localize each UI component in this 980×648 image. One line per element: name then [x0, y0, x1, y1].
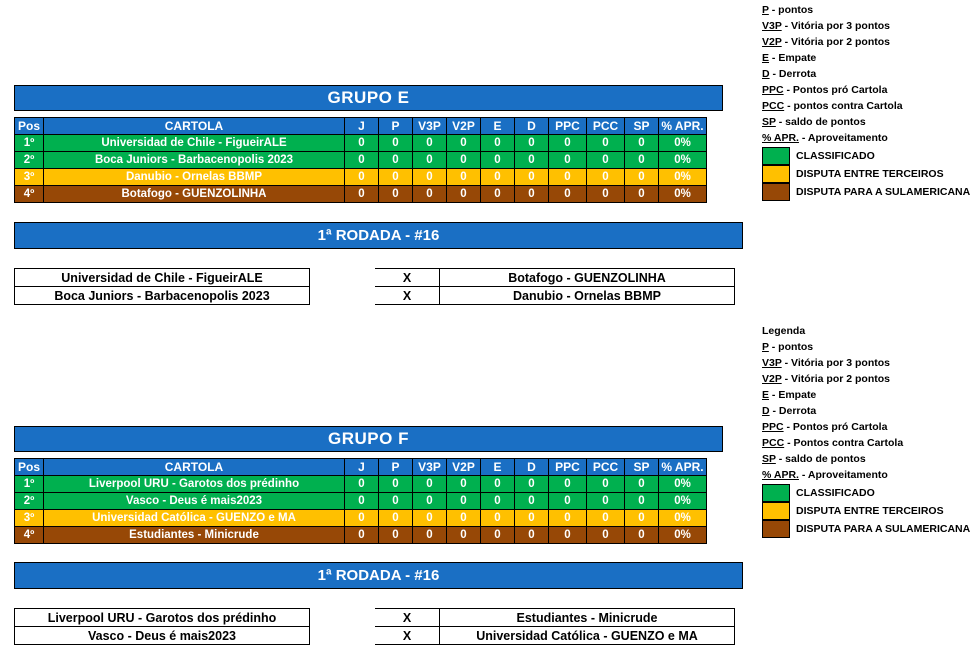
legend-text: - Pontos pró Cartola [783, 84, 888, 96]
cell-pcc: 0 [587, 510, 625, 527]
legend-text: - Empate [769, 52, 817, 64]
cell-cartola: Estudiantes - Minicrude [44, 527, 345, 544]
header-apr: % APR. [659, 118, 707, 135]
match-score: X [375, 287, 440, 305]
table-row [15, 476, 707, 493]
cell-sp: 0 [625, 135, 659, 152]
cell-sp: 0 [625, 476, 659, 493]
legend-key: D [762, 68, 770, 80]
table-header-row [15, 118, 707, 135]
header-p: P [379, 459, 413, 476]
legend-line [762, 2, 977, 18]
cell-pcc: 0 [587, 186, 625, 203]
legend-text: - Aproveitamento [798, 469, 888, 481]
match-row [15, 287, 735, 305]
header-v2p: V2P [447, 118, 481, 135]
match-home: Universidad de Chile - FigueirALE [15, 269, 310, 287]
cell-apr: 0% [659, 476, 707, 493]
cell-v3p: 0 [413, 169, 447, 186]
legend-key: P [762, 4, 769, 16]
header-cartola: CARTOLA [44, 459, 345, 476]
cell-ppc: 0 [549, 169, 587, 186]
legend-line [762, 435, 977, 451]
cell-v2p: 0 [447, 527, 481, 544]
cell-v2p: 0 [447, 169, 481, 186]
cell-pos: 1º [15, 476, 44, 493]
cell-sp: 0 [625, 510, 659, 527]
legend-line [762, 50, 977, 66]
legend-key: V3P [762, 357, 782, 369]
cell-v3p: 0 [413, 135, 447, 152]
cell-v3p: 0 [413, 493, 447, 510]
legend-bottom [762, 323, 977, 537]
cell-j: 0 [345, 169, 379, 186]
cell-v3p: 0 [413, 510, 447, 527]
cell-e: 0 [481, 527, 515, 544]
legend-line [762, 98, 977, 114]
color-swatch-brown [762, 520, 790, 538]
cell-v3p: 0 [413, 476, 447, 493]
cell-v3p: 0 [413, 152, 447, 169]
cell-p: 0 [379, 527, 413, 544]
cell-j: 0 [345, 152, 379, 169]
group-title-e: GRUPO E [14, 85, 723, 111]
cell-apr: 0% [659, 135, 707, 152]
legend-key: PPC [762, 84, 784, 96]
cell-pcc: 0 [587, 527, 625, 544]
legend-key: % APR. [762, 469, 799, 481]
rodada-bar-f: 1ª RODADA - #16 [14, 562, 743, 589]
cell-pcc: 0 [587, 152, 625, 169]
legend-text: - Vitória por 3 pontos [781, 357, 890, 369]
cell-j: 0 [345, 476, 379, 493]
legend-key: PPC [762, 421, 784, 433]
header-j: J [345, 118, 379, 135]
header-e: E [481, 459, 515, 476]
table-row [15, 527, 707, 544]
legend-swatch-terceiros [762, 165, 977, 182]
legend-text: - saldo de pontos [775, 453, 866, 465]
cell-ppc: 0 [549, 493, 587, 510]
legend-text: - Aproveitamento [798, 132, 888, 144]
cell-d: 0 [515, 493, 549, 510]
cell-cartola: Boca Juniors - Barbacenopolis 2023 [44, 152, 345, 169]
cell-cartola: Danubio - Ornelas BBMP [44, 169, 345, 186]
legend-swatch-classificado [762, 484, 977, 501]
header-cartola: CARTOLA [44, 118, 345, 135]
cell-p: 0 [379, 152, 413, 169]
table-row [15, 510, 707, 527]
cell-p: 0 [379, 476, 413, 493]
legend-text: - Derrota [769, 68, 817, 80]
legend-line [762, 18, 977, 34]
cell-ppc: 0 [549, 152, 587, 169]
cell-d: 0 [515, 510, 549, 527]
cell-apr: 0% [659, 510, 707, 527]
legend-text: - Empate [769, 389, 817, 401]
cell-ppc: 0 [549, 135, 587, 152]
match-home: Boca Juniors - Barbacenopolis 2023 [15, 287, 310, 305]
cell-v2p: 0 [447, 135, 481, 152]
legend-line [762, 371, 977, 387]
legend-swatch-label: DISPUTA PARA A SULAMERICANA [796, 185, 971, 198]
standings-table-f [14, 458, 707, 544]
cell-e: 0 [481, 135, 515, 152]
header-d: D [515, 459, 549, 476]
cell-pcc: 0 [587, 169, 625, 186]
table-row [15, 186, 707, 203]
cell-v2p: 0 [447, 476, 481, 493]
header-sp: SP [625, 459, 659, 476]
cell-ppc: 0 [549, 510, 587, 527]
cell-v2p: 0 [447, 493, 481, 510]
header-v3p: V3P [413, 118, 447, 135]
legend-heading: Legenda [762, 325, 806, 337]
cell-e: 0 [481, 169, 515, 186]
cell-ppc: 0 [549, 476, 587, 493]
cell-e: 0 [481, 493, 515, 510]
legend-text: - pontos contra Cartola [784, 100, 903, 112]
matches-table-f [14, 608, 735, 645]
legend-line [762, 82, 977, 98]
legend-key: E [762, 52, 770, 64]
header-pos: Pos [15, 118, 44, 135]
legend-swatch-label: DISPUTA PARA A SULAMERICANA [796, 522, 971, 535]
table-row [15, 493, 707, 510]
cell-apr: 0% [659, 527, 707, 544]
match-spacer [310, 287, 375, 305]
cell-cartola: Botafogo - GUENZOLINHA [44, 186, 345, 203]
cell-apr: 0% [659, 152, 707, 169]
legend-key: % APR. [762, 132, 799, 144]
header-apr: % APR. [659, 459, 707, 476]
match-spacer [310, 269, 375, 287]
legend-text: - pontos [768, 341, 814, 353]
cell-pos: 1º [15, 135, 44, 152]
table-header-row [15, 459, 707, 476]
cell-v2p: 0 [447, 510, 481, 527]
cell-pos: 2º [15, 493, 44, 510]
header-v3p: V3P [413, 459, 447, 476]
legend-line [762, 66, 977, 82]
cell-cartola: Liverpool URU - Garotos dos prédinho [44, 476, 345, 493]
match-away: Danubio - Ornelas BBMP [440, 287, 735, 305]
legend-swatch-classificado [762, 147, 977, 164]
cell-e: 0 [481, 186, 515, 203]
header-pcc: PCC [587, 459, 625, 476]
cell-apr: 0% [659, 493, 707, 510]
cell-sp: 0 [625, 169, 659, 186]
cell-sp: 0 [625, 186, 659, 203]
cell-apr: 0% [659, 169, 707, 186]
cell-d: 0 [515, 169, 549, 186]
match-row [15, 609, 735, 627]
table-row [15, 152, 707, 169]
cell-sp: 0 [625, 493, 659, 510]
legend-line [762, 451, 977, 467]
legend-key: PCC [762, 437, 785, 449]
legend-swatch-sulamericana [762, 183, 977, 200]
legend-top [762, 2, 977, 200]
legend-text: - Vitória por 2 pontos [781, 373, 890, 385]
legend-line [762, 467, 977, 483]
legend-line [762, 34, 977, 50]
cell-sp: 0 [625, 152, 659, 169]
cell-pos: 3º [15, 510, 44, 527]
cell-d: 0 [515, 476, 549, 493]
match-spacer [310, 627, 375, 645]
cell-pos: 4º [15, 527, 44, 544]
cell-d: 0 [515, 527, 549, 544]
cell-p: 0 [379, 493, 413, 510]
header-ppc: PPC [549, 459, 587, 476]
cell-apr: 0% [659, 186, 707, 203]
cell-p: 0 [379, 186, 413, 203]
cell-pos: 3º [15, 169, 44, 186]
cell-v3p: 0 [413, 186, 447, 203]
cell-pcc: 0 [587, 135, 625, 152]
header-pcc: PCC [587, 118, 625, 135]
legend-key: P [762, 341, 769, 353]
color-swatch-brown [762, 183, 790, 201]
legend-key: E [762, 389, 770, 401]
legend-line [762, 419, 977, 435]
legend-text: - Derrota [769, 405, 817, 417]
legend-line [762, 355, 977, 371]
color-swatch-yellow [762, 502, 790, 520]
cell-ppc: 0 [549, 527, 587, 544]
match-score: X [375, 269, 440, 287]
match-away: Botafogo - GUENZOLINHA [440, 269, 735, 287]
legend-key: V3P [762, 20, 782, 32]
legend-swatch-label: CLASSIFICADO [796, 486, 875, 499]
cell-j: 0 [345, 135, 379, 152]
legend-key: V2P [762, 373, 782, 385]
cell-pos: 2º [15, 152, 44, 169]
match-score: X [375, 609, 440, 627]
match-away: Estudiantes - Minicrude [440, 609, 735, 627]
legend-line [762, 114, 977, 130]
legend-text: - saldo de pontos [775, 116, 866, 128]
cell-j: 0 [345, 186, 379, 203]
cell-ppc: 0 [549, 186, 587, 203]
legend-swatch-terceiros [762, 502, 977, 519]
legend-swatch-label: DISPUTA ENTRE TERCEIROS [796, 167, 944, 180]
legend-swatch-label: DISPUTA ENTRE TERCEIROS [796, 504, 944, 517]
cell-e: 0 [481, 476, 515, 493]
cell-j: 0 [345, 510, 379, 527]
cell-d: 0 [515, 186, 549, 203]
legend-key: V2P [762, 36, 782, 48]
legend-line [762, 339, 977, 355]
cell-cartola: Universidad de Chile - FigueirALE [44, 135, 345, 152]
legend-key: SP [762, 116, 776, 128]
legend-text: - Pontos contra Cartola [784, 437, 904, 449]
legend-key: D [762, 405, 770, 417]
standings-table-e [14, 117, 707, 203]
cell-v3p: 0 [413, 527, 447, 544]
match-home: Vasco - Deus é mais2023 [15, 627, 310, 645]
cell-p: 0 [379, 510, 413, 527]
match-row [15, 269, 735, 287]
legend-key: PCC [762, 100, 785, 112]
legend-text: - Vitória por 3 pontos [781, 20, 890, 32]
cell-sp: 0 [625, 527, 659, 544]
cell-cartola: Universidad Católica - GUENZO e MA [44, 510, 345, 527]
match-row [15, 627, 735, 645]
header-sp: SP [625, 118, 659, 135]
header-d: D [515, 118, 549, 135]
cell-e: 0 [481, 510, 515, 527]
legend-text: - Pontos pró Cartola [783, 421, 888, 433]
color-swatch-yellow [762, 165, 790, 183]
cell-j: 0 [345, 527, 379, 544]
legend-line [762, 130, 977, 146]
cell-pcc: 0 [587, 476, 625, 493]
cell-pcc: 0 [587, 493, 625, 510]
cell-v2p: 0 [447, 186, 481, 203]
header-ppc: PPC [549, 118, 587, 135]
legend-line [762, 403, 977, 419]
rodada-bar-e: 1ª RODADA - #16 [14, 222, 743, 249]
color-swatch-green [762, 484, 790, 502]
cell-pos: 4º [15, 186, 44, 203]
group-title-f: GRUPO F [14, 426, 723, 452]
cell-j: 0 [345, 493, 379, 510]
matches-table-e [14, 268, 735, 305]
header-pos: Pos [15, 459, 44, 476]
cell-d: 0 [515, 135, 549, 152]
cell-cartola: Vasco - Deus é mais2023 [44, 493, 345, 510]
legend-line [762, 387, 977, 403]
cell-d: 0 [515, 152, 549, 169]
legend-swatch-label: CLASSIFICADO [796, 149, 875, 162]
cell-p: 0 [379, 169, 413, 186]
table-row [15, 135, 707, 152]
cell-v2p: 0 [447, 152, 481, 169]
match-score: X [375, 627, 440, 645]
match-spacer [310, 609, 375, 627]
header-v2p: V2P [447, 459, 481, 476]
legend-swatch-sulamericana [762, 520, 977, 537]
header-j: J [345, 459, 379, 476]
cell-e: 0 [481, 152, 515, 169]
legend-key: SP [762, 453, 776, 465]
header-e: E [481, 118, 515, 135]
color-swatch-green [762, 147, 790, 165]
cell-p: 0 [379, 135, 413, 152]
legend-text: - pontos [768, 4, 814, 16]
header-p: P [379, 118, 413, 135]
legend-text: - Vitória por 2 pontos [781, 36, 890, 48]
match-away: Universidad Católica - GUENZO e MA [440, 627, 735, 645]
table-row [15, 169, 707, 186]
match-home: Liverpool URU - Garotos dos prédinho [15, 609, 310, 627]
